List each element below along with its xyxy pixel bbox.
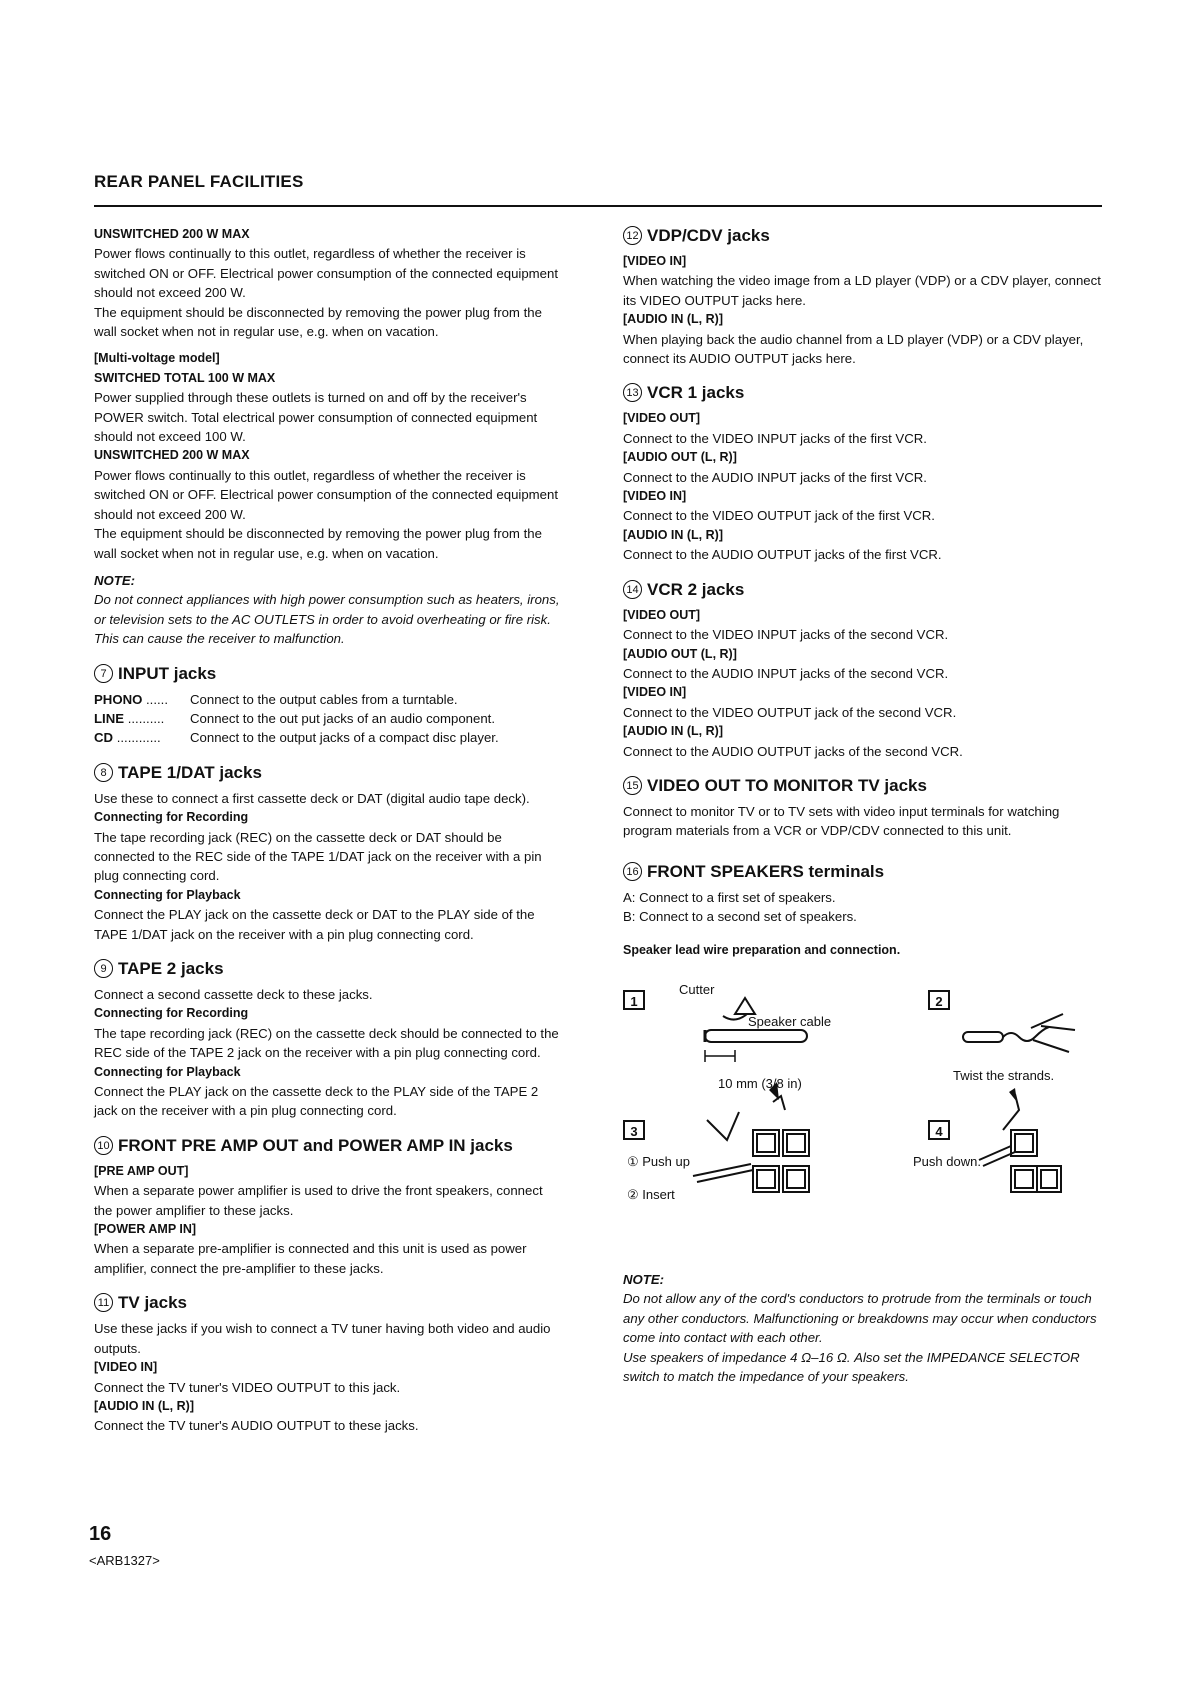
vcr1-item-text: Connect to the VIDEO INPUT jacks of the first VCR. (623, 430, 927, 446)
section-title: 12 VDP/CDV jacks (623, 225, 1101, 247)
power-amp-in-heading: [POWER AMP IN] (94, 1222, 197, 1237)
section-number: 13 (623, 383, 642, 402)
vcr2-item-heading: [VIDEO OUT] (623, 607, 701, 622)
tape2-rec-heading: Connecting for Recording (94, 1006, 249, 1021)
speakers-a-text: A: Connect to a first set of speakers. (623, 889, 836, 905)
multi-voltage-section (94, 349, 564, 562)
front-pre-amp-section (94, 1135, 564, 1278)
section-title: 9 TAPE 2 jacks (94, 958, 564, 980)
front-speakers-section (623, 861, 1101, 927)
note-text: Do not connect appliances with high power consumption such as heaters, irons, or television sets to the AC OUTLETS in order to avoid overheating or fire risk. (94, 592, 560, 627)
note-text-2: This can cause the receiver to malfunction. (94, 631, 345, 647)
unswitched-disconnect-text-2: The equipment should be disconnected by removing the power plug from the wall socket when not in regular use, e.g. when on vacation. (94, 526, 542, 561)
switched-heading: SWITCHED TOTAL 100 W MAX (94, 370, 276, 385)
vcr2-item-text: Connect to the AUDIO OUTPUT jacks of the second VCR. (623, 743, 963, 759)
ac-note (94, 571, 564, 649)
power-amp-in-text: When a separate pre-amplifier is connected and this unit is used as power amplifier, connect the pre-amplifier to these jacks. (94, 1241, 527, 1276)
section-title: 7 INPUT jacks (94, 663, 564, 685)
header-rule (94, 205, 1102, 207)
section-title: 8 TAPE 1/DAT jacks (94, 762, 564, 784)
push-up-label: ① Push up (627, 1153, 690, 1169)
section-number: 12 (623, 226, 642, 245)
step-2-box: 2 (928, 990, 950, 1010)
speaker-cable-label: Speaker cable (748, 1013, 832, 1029)
note-label: NOTE: (623, 1271, 665, 1287)
vcr2-item-heading: [AUDIO IN (L, R)] (623, 724, 723, 739)
section-title: 14 VCR 2 jacks (623, 579, 1101, 601)
vcr2-item-heading: [VIDEO IN] (623, 685, 687, 700)
unswitched-text-2: Power flows continually to this outlet, regardless of whether the receiver is switched ON or OFF. Electrical power consumption of the connected equipment should not exceed 200 W. (94, 467, 558, 522)
section-title: 15 VIDEO OUT TO MONITOR TV jacks (623, 775, 1101, 797)
step-3-box: 3 (623, 1120, 645, 1140)
unswitched-disconnect-text: The equipment should be disconnected by removing the power plug from the wall socket when not in regular use, e.g. when on vacation. (94, 304, 542, 340)
tv-audio-heading: [AUDIO IN (L, R)] (94, 1398, 194, 1413)
left-column (94, 225, 564, 1436)
speaker-note (623, 1270, 1101, 1386)
input-row-cd: CD ............ Connect to the output jacks of a compact disc player. (94, 730, 499, 746)
speakers-b-text: B: Connect to a second set of speakers. (623, 909, 857, 925)
unswitched-heading: UNSWITCHED 200 W MAX (94, 227, 250, 241)
vcr1-item-heading: [VIDEO OUT] (623, 411, 701, 426)
tape2-rec-text: The tape recording jack (REC) on the cassette deck should be connected to the REC side of the TAPE 2 jack on the receiver with a pin plug connecting cord. (94, 1025, 559, 1061)
video-out-monitor-section (623, 775, 1101, 841)
section-number: 16 (623, 862, 642, 881)
vcr1-item-heading: [AUDIO IN (L, R)] (623, 527, 723, 542)
unswitched-heading-2: UNSWITCHED 200 W MAX (94, 448, 250, 463)
section-title: 16 FRONT SPEAKERS terminals (623, 861, 1101, 883)
tape2-intro: Connect a second cassette deck to these jacks. (94, 987, 373, 1002)
step-4-box: 4 (928, 1120, 950, 1140)
vcr1-item-heading: [VIDEO IN] (623, 489, 687, 504)
wire-prep-heading: Speaker lead wire preparation and connection. (623, 942, 901, 957)
vdp-audio-text: When playing back the audio channel from a LD player (VDP) or a CDV player, connect its AUDIO OUTPUT jacks here. (623, 331, 1084, 367)
section-number: 7 (94, 664, 113, 683)
section-title: 10 FRONT PRE AMP OUT and POWER AMP IN jacks (94, 1135, 564, 1157)
tape1-section (94, 762, 564, 944)
vcr2-item-text: Connect to the AUDIO INPUT jacks of the second VCR. (623, 665, 949, 681)
vcr2-item-text: Connect to the VIDEO OUTPUT jack of the second VCR. (623, 704, 957, 720)
vcr1-section (623, 382, 1101, 564)
multi-voltage-label: [Multi-voltage model] (94, 351, 220, 366)
tape2-play-text: Connect the PLAY jack on the cassette deck to the PLAY side of the TAPE 2 jack on the receiver with a pin plug connecting cord. (94, 1084, 539, 1119)
push-down-label: Push down. (913, 1153, 981, 1169)
tv-video-heading: [VIDEO IN] (94, 1360, 158, 1375)
page-number: 16 (89, 1523, 112, 1545)
measurement-label: 10 mm (3/8 in) (718, 1075, 802, 1091)
tape1-rec-text: The tape recording jack (REC) on the cassette deck or DAT should be connected to the REC side of the TAPE 1/DAT jack on the receiver with a pin plug connecting cord. (94, 829, 542, 884)
video-out-text: Connect to monitor TV or to TV sets with video input terminals for watching program materials from a VCR or VDP/CDV connected to this unit. (623, 803, 1060, 839)
pre-amp-out-heading: [PRE AMP OUT] (94, 1163, 189, 1178)
tv-intro: Use these jacks if you wish to connect a TV tuner having both video and audio outputs. (94, 1321, 551, 1356)
vdp-video-heading: [VIDEO IN] (623, 254, 687, 268)
right-column (623, 225, 1101, 1386)
cutter-label: Cutter (679, 981, 715, 997)
section-number: 8 (94, 763, 113, 782)
insert-label: ② Insert (627, 1186, 675, 1202)
vcr1-item-text: Connect to the AUDIO INPUT jacks of the first VCR. (623, 469, 927, 485)
section-number: 15 (623, 776, 642, 795)
pre-amp-out-text: When a separate power amplifier is used to drive the front speakers, connect the power amplifier to these jacks. (94, 1183, 543, 1218)
speaker-wire-illustration (623, 970, 1101, 1270)
tape2-play-heading: Connecting for Playback (94, 1064, 241, 1079)
tv-jacks-section (94, 1292, 564, 1435)
page-title: REAR PANEL FACILITIES (94, 172, 304, 191)
section-title: 11 TV jacks (94, 1292, 564, 1314)
unswitched-text: Power flows continually to this outlet, regardless of whether the receiver is switched ON or OFF. Electrical power consumption of the connected equipment should not exceed 200 W. (94, 246, 558, 301)
vcr2-item-heading: [AUDIO OUT (L, R)] (623, 646, 737, 661)
switched-text: Power supplied through these outlets is turned on and off by the receiver's POWER switch. Total electrical power consumption of connected equipment should not exceed 100 W. (94, 390, 538, 445)
vcr1-item-heading: [AUDIO OUT (L, R)] (623, 450, 737, 465)
tape1-rec-heading: Connecting for Recording (94, 810, 249, 825)
vdp-section (623, 225, 1101, 368)
vdp-audio-heading: [AUDIO IN (L, R)] (623, 312, 723, 327)
twist-label: Twist the strands. (953, 1067, 1055, 1083)
input-row-line: LINE .......... Connect to the out put jacks of an audio component. (94, 710, 495, 726)
vdp-video-text: When watching the video image from a LD player (VDP) or a CDV player, connect its VIDEO OUTPUT jacks here. (623, 273, 1101, 308)
tv-video-text: Connect the TV tuner's VIDEO OUTPUT to this jack. (94, 1379, 401, 1395)
speaker-wire-figure (623, 970, 1101, 1270)
step-1-box: 1 (623, 990, 645, 1010)
section-number: 10 (94, 1136, 113, 1155)
vcr1-item-text: Connect to the VIDEO OUTPUT jack of the first VCR. (623, 508, 935, 524)
document-code: <ARB1327> (89, 1553, 160, 1568)
tape1-play-text: Connect the PLAY jack on the cassette deck or DAT to the PLAY side of the TAPE 1/DAT jack on the receiver with a pin plug connecting cord. (94, 907, 535, 942)
section-title: 13 VCR 1 jacks (623, 382, 1101, 404)
note-label: NOTE: (94, 572, 136, 588)
vcr2-section (623, 579, 1101, 761)
tape1-intro: Use these to connect a first cassette deck or DAT (digital audio tape deck). (94, 790, 530, 806)
tape2-section (94, 958, 564, 1121)
input-row-phono: PHONO ...... Connect to the output cables from a turntable. (94, 691, 458, 707)
tv-audio-text: Connect the TV tuner's AUDIO OUTPUT to these jacks. (94, 1418, 419, 1434)
section-number: 9 (94, 959, 113, 978)
input-jacks-section (94, 663, 564, 748)
vcr1-item-text: Connect to the AUDIO OUTPUT jacks of the first VCR. (623, 547, 942, 563)
section-number: 14 (623, 580, 642, 599)
vcr2-item-text: Connect to the VIDEO INPUT jacks of the second VCR. (623, 627, 949, 643)
note-text: Do not allow any of the cord's conductors to protrude from the terminals or touch any other conductors. Malfunctioning or breakdowns may occur when conductors come into contact with each other. (623, 1291, 1097, 1346)
unswitched-outlet-section (94, 225, 564, 341)
tape1-play-heading: Connecting for Playback (94, 887, 241, 902)
section-number: 11 (94, 1293, 113, 1312)
note-text-2: Use speakers of impedance 4 Ω–16 Ω. Also set the IMPEDANCE SELECTOR switch to match the impedance of your speakers. (623, 1349, 1080, 1384)
